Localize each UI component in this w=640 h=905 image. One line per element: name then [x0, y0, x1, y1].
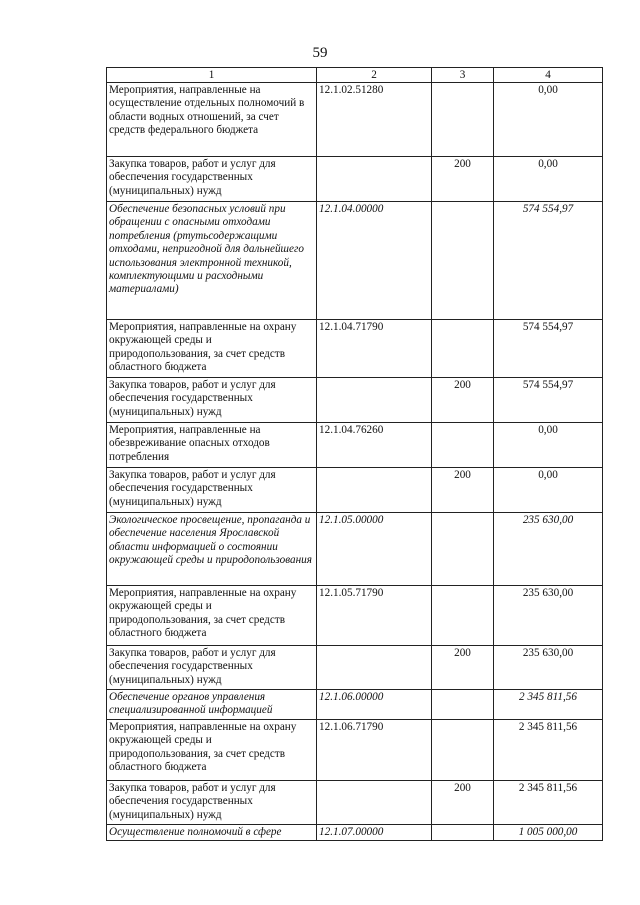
row-amount-cell: 0,00 [494, 83, 603, 157]
table-row [107, 513, 603, 586]
row-code-cell: 12.1.04.71790 [317, 320, 432, 378]
row-name-cell: Мероприятия, направленные на осуществление отдельных полномочий в области водных отношений, за счет средств федерального бюджета [107, 83, 317, 157]
table-row [107, 690, 603, 720]
row-code-cell: 12.1.06.00000 [317, 690, 432, 720]
row-amount-cell: 235 630,00 [494, 646, 603, 690]
row-name-cell: Закупка товаров, работ и услуг для обеспечения государственных (муниципальных) нужд [107, 157, 317, 202]
row-kvr-cell: 200 [432, 781, 494, 825]
row-amount-cell: 574 554,97 [494, 378, 603, 423]
row-kvr-cell [432, 202, 494, 320]
row-code-cell: 12.1.05.00000 [317, 513, 432, 586]
row-code-cell: 12.1.06.71790 [317, 720, 432, 781]
row-code-cell: 12.1.05.71790 [317, 586, 432, 646]
row-code-cell [317, 646, 432, 690]
header-col-3: 3 [432, 68, 494, 83]
budget-table [106, 67, 603, 841]
row-kvr-cell [432, 513, 494, 586]
row-kvr-cell [432, 720, 494, 781]
row-kvr-cell [432, 83, 494, 157]
table-row [107, 468, 603, 513]
row-amount-cell: 574 554,97 [494, 320, 603, 378]
row-code-cell: 12.1.02.51280 [317, 83, 432, 157]
row-kvr-cell: 200 [432, 378, 494, 423]
table-row [107, 157, 603, 202]
row-amount-cell: 574 554,97 [494, 202, 603, 320]
row-code-cell: 12.1.04.76260 [317, 423, 432, 468]
row-name-cell: Экологическое просвещение, пропаганда и обеспечение населения Ярославской области информацией о состоянии окружающей среды и природопользования [107, 513, 317, 586]
row-name-cell: Закупка товаров, работ и услуг для обеспечения государственных (муниципальных) нужд [107, 378, 317, 423]
table-row [107, 202, 603, 320]
row-code-cell: 12.1.07.00000 [317, 825, 432, 841]
table-row [107, 646, 603, 690]
row-kvr-cell [432, 586, 494, 646]
row-amount-cell: 0,00 [494, 468, 603, 513]
table-row [107, 720, 603, 781]
row-amount-cell: 235 630,00 [494, 586, 603, 646]
row-name-cell: Закупка товаров, работ и услуг для обеспечения государственных (муниципальных) нужд [107, 646, 317, 690]
row-kvr-cell: 200 [432, 468, 494, 513]
row-name-cell: Мероприятия, направленные на охрану окружающей среды и природопользования, за счет средств областного бюджета [107, 586, 317, 646]
row-name-cell: Закупка товаров, работ и услуг для обеспечения государственных (муниципальных) нужд [107, 781, 317, 825]
header-col-1: 1 [107, 68, 317, 83]
table-row [107, 320, 603, 378]
row-name-cell: Осуществление полномочий в сфере [107, 825, 317, 841]
header-col-4: 4 [494, 68, 603, 83]
row-kvr-cell: 200 [432, 157, 494, 202]
page-number: 59 [312, 45, 328, 61]
row-kvr-cell [432, 825, 494, 841]
table-row [107, 378, 603, 423]
row-amount-cell: 2 345 811,56 [494, 720, 603, 781]
table-row [107, 586, 603, 646]
table-header-row [107, 68, 603, 83]
row-name-cell: Обеспечение органов управления специализированной информацией [107, 690, 317, 720]
row-name-cell: Мероприятия, направленные на охрану окружающей среды и природопользования, за счет средств областного бюджета [107, 720, 317, 781]
row-amount-cell: 2 345 811,56 [494, 690, 603, 720]
table-row [107, 423, 603, 468]
row-name-cell: Мероприятия, направленные на охрану окружающей среды и природопользования, за счет средств областного бюджета [107, 320, 317, 378]
table-body [107, 83, 603, 841]
row-code-cell [317, 468, 432, 513]
table-row [107, 781, 603, 825]
row-kvr-cell [432, 690, 494, 720]
table-row [107, 83, 603, 157]
row-name-cell: Обеспечение безопасных условий при обращении с опасными отходами потребления (ртутьсодержащими отходами, непригодной для дальнейшего использования электронной техникой, комплектующими и расходными материалами) [107, 202, 317, 320]
row-kvr-cell: 200 [432, 646, 494, 690]
row-code-cell [317, 157, 432, 202]
row-amount-cell: 2 345 811,56 [494, 781, 603, 825]
row-amount-cell: 1 005 000,00 [494, 825, 603, 841]
row-amount-cell: 0,00 [494, 423, 603, 468]
row-amount-cell: 235 630,00 [494, 513, 603, 586]
row-amount-cell: 0,00 [494, 157, 603, 202]
row-code-cell [317, 781, 432, 825]
table-row [107, 825, 603, 841]
row-name-cell: Мероприятия, направленные на обезвреживание опасных отходов потребления [107, 423, 317, 468]
row-code-cell [317, 378, 432, 423]
row-code-cell: 12.1.04.00000 [317, 202, 432, 320]
row-kvr-cell [432, 320, 494, 378]
row-kvr-cell [432, 423, 494, 468]
row-name-cell: Закупка товаров, работ и услуг для обеспечения государственных (муниципальных) нужд [107, 468, 317, 513]
header-col-2: 2 [317, 68, 432, 83]
